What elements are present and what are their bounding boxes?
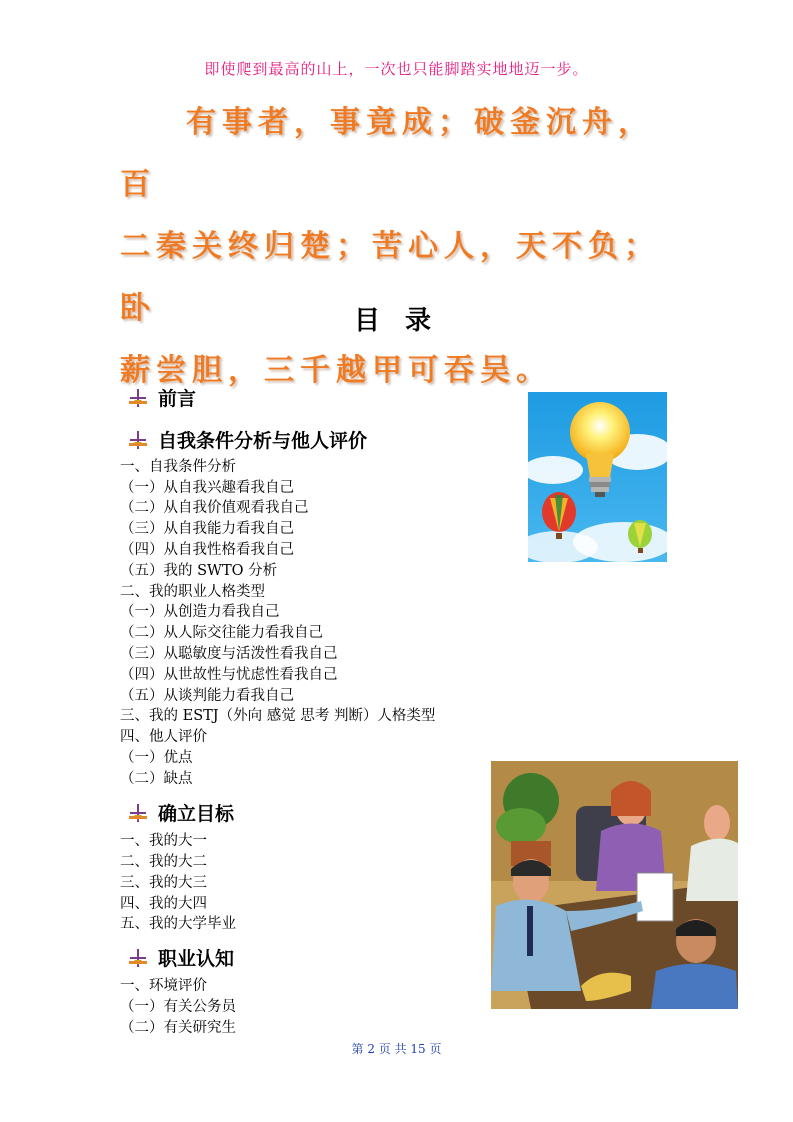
- toc-item[interactable]: （二）有关研究生: [120, 1020, 236, 1036]
- quote-line-2: 二秦关终归楚；苦心人，天不负；卧: [120, 229, 660, 326]
- toc-item[interactable]: （一）从创造力看我自己: [120, 604, 280, 620]
- toc-item[interactable]: 二、我的大二: [120, 854, 207, 870]
- toc-item[interactable]: （五）从谈判能力看我自己: [120, 688, 294, 704]
- toc-item[interactable]: （一）优点: [120, 750, 193, 766]
- toc-heading-goals[interactable]: [128, 799, 234, 826]
- toc-item[interactable]: （二）从人际交往能力看我自己: [120, 625, 323, 641]
- toc-item[interactable]: （一）有关公务员: [120, 999, 236, 1015]
- toc-heading-preface[interactable]: [128, 384, 196, 411]
- lightbulb-balloons-image: [528, 392, 667, 562]
- toc-item[interactable]: 一、自我条件分析: [120, 459, 236, 475]
- toc-item[interactable]: （四）从自我性格看我自己: [120, 542, 294, 558]
- arrow-bullet-icon: [128, 803, 148, 823]
- toc-item[interactable]: （四）从世故性与忧虑性看我自己: [120, 667, 338, 683]
- arrow-bullet-icon: [128, 948, 148, 968]
- toc-item[interactable]: （五）我的 SWTO 分析: [120, 563, 278, 579]
- toc-heading-label: 自我条件分析与他人评价: [158, 430, 368, 452]
- toc-item[interactable]: （三）从自我能力看我自己: [120, 521, 294, 537]
- toc-item[interactable]: （二）从自我价值观看我自己: [120, 500, 309, 516]
- quote-line-3: 薪尝胆，三千越甲可吞吴。: [120, 353, 552, 388]
- toc-title: 目 录: [353, 306, 440, 336]
- business-meeting-image: [491, 761, 738, 1009]
- motivational-quote: [120, 92, 680, 402]
- page-footer: 第 2 页 共 15 页: [351, 1042, 442, 1056]
- motto-line: 即使爬到最高的山上，一次也只能脚踏实地地迈一步。: [204, 60, 589, 78]
- toc-item[interactable]: 五、我的大学毕业: [120, 916, 236, 932]
- toc-heading-career[interactable]: [128, 944, 234, 971]
- toc-item[interactable]: 三、我的大三: [120, 875, 207, 891]
- toc-item[interactable]: （二）缺点: [120, 771, 193, 787]
- quote-line-1: 有事者，事竟成；破釜沉舟，百: [120, 105, 654, 202]
- toc-heading-label: 前言: [158, 388, 197, 410]
- toc-heading-label: 职业认知: [158, 948, 235, 970]
- toc-item[interactable]: （一）从自我兴趣看我自己: [120, 480, 294, 496]
- toc-item[interactable]: 三、我的 ESTJ（外向 感觉 思考 判断）人格类型: [120, 708, 436, 724]
- arrow-bullet-icon: [128, 430, 148, 450]
- arrow-bullet-icon: [128, 388, 148, 408]
- toc-heading-self-analysis[interactable]: [128, 426, 367, 453]
- toc-heading-label: 确立目标: [158, 803, 235, 825]
- toc-item[interactable]: （三）从聪敏度与活泼性看我自己: [120, 646, 338, 662]
- toc-item[interactable]: 一、环境评价: [120, 978, 207, 994]
- toc-item[interactable]: 四、我的大四: [120, 896, 207, 912]
- toc-item[interactable]: 二、我的职业人格类型: [120, 584, 265, 600]
- toc-item[interactable]: 四、他人评价: [120, 729, 207, 745]
- toc-item[interactable]: 一、我的大一: [120, 833, 207, 849]
